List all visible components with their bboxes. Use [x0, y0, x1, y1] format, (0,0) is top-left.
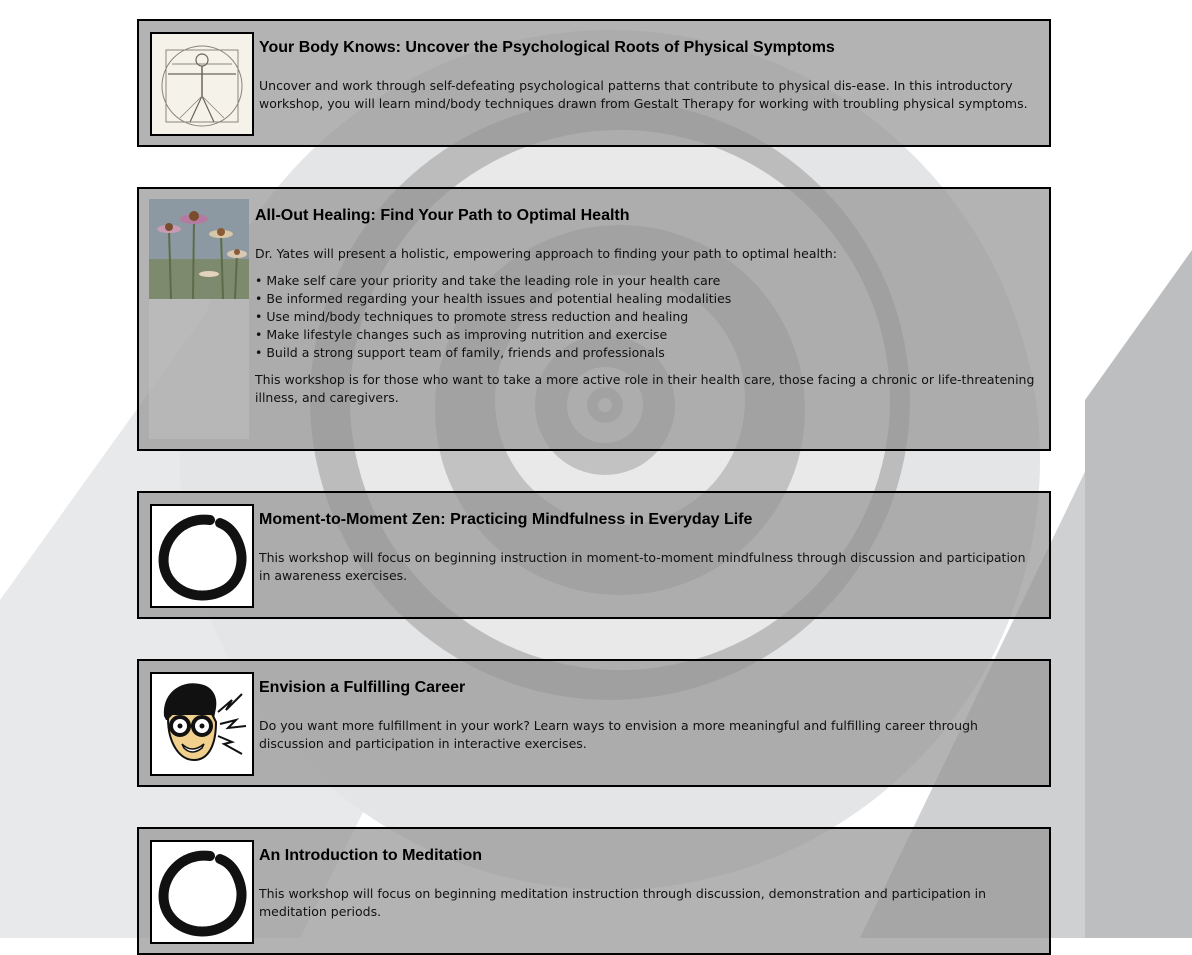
- workshop-image: [150, 840, 254, 944]
- list-item: • Make lifestyle changes such as improving nutrition and exercise: [255, 326, 1037, 344]
- workshop-closing: This workshop is for those who want to take a more active role in their health care, those facing a chronic or life-threatening illness, and caregivers.: [255, 372, 1035, 405]
- workshop-description: This workshop will focus on beginning instruction in moment-to-moment mindfulness through discussion and participation in awareness exercises.: [259, 550, 1026, 583]
- list-item: • Make self care your priority and take the leading role in your health care: [255, 272, 1037, 290]
- enso-circle-icon: [152, 842, 252, 942]
- list-item: • Be informed regarding your health issues and potential healing modalities: [255, 290, 1037, 308]
- workshop-title: All-Out Healing: Find Your Path to Optimal Health: [255, 207, 630, 224]
- bullet-list: [255, 272, 1037, 362]
- workshop-image: [150, 504, 254, 608]
- workshop-title: Moment-to-Moment Zen: Practicing Mindfulness in Everyday Life: [259, 511, 753, 528]
- workshop-title: An Introduction to Meditation: [259, 847, 483, 864]
- workshop-image: [150, 672, 254, 776]
- workshop-card-career: [137, 659, 1051, 787]
- workshop-intro: Dr. Yates will present a holistic, empowering approach to finding your path to optimal health:: [255, 246, 838, 261]
- workshop-description: Uncover and work through self-defeating psychological patterns that contribute to physical dis-ease. In this introductory workshop, you will learn mind/body techniques drawn from Gestalt Therapy for working with troubling physical symptoms.: [259, 78, 1028, 111]
- list-item: • Use mind/body techniques to promote stress reduction and healing: [255, 308, 1037, 326]
- enso-circle-icon: [152, 506, 252, 606]
- list-item: • Build a strong support team of family, friends and professionals: [255, 344, 1037, 362]
- vitruvian-man-icon: [152, 34, 252, 134]
- workshop-title: Envision a Fulfilling Career: [259, 679, 466, 696]
- cartoon-man-idea-icon: [152, 674, 252, 774]
- workshop-card-all-out-healing: [137, 187, 1051, 451]
- workshop-image: [150, 32, 254, 136]
- workshop-card-mindfulness: [137, 491, 1051, 619]
- echinacea-flowers-icon: [149, 199, 249, 299]
- workshop-description: This workshop will focus on beginning meditation instruction through discussion, demonstration and participation in meditation periods.: [259, 886, 987, 919]
- workshop-description: Do you want more fulfillment in your work? Learn ways to envision a more meaningful and fulfilling career through discussion and participation in interactive exercises.: [259, 718, 978, 751]
- workshop-card-body-knows: [137, 19, 1051, 147]
- workshop-card-meditation: [137, 827, 1051, 955]
- workshop-image: [149, 199, 249, 299]
- workshop-title: Your Body Knows: Uncover the Psychological Roots of Physical Symptoms: [259, 39, 835, 56]
